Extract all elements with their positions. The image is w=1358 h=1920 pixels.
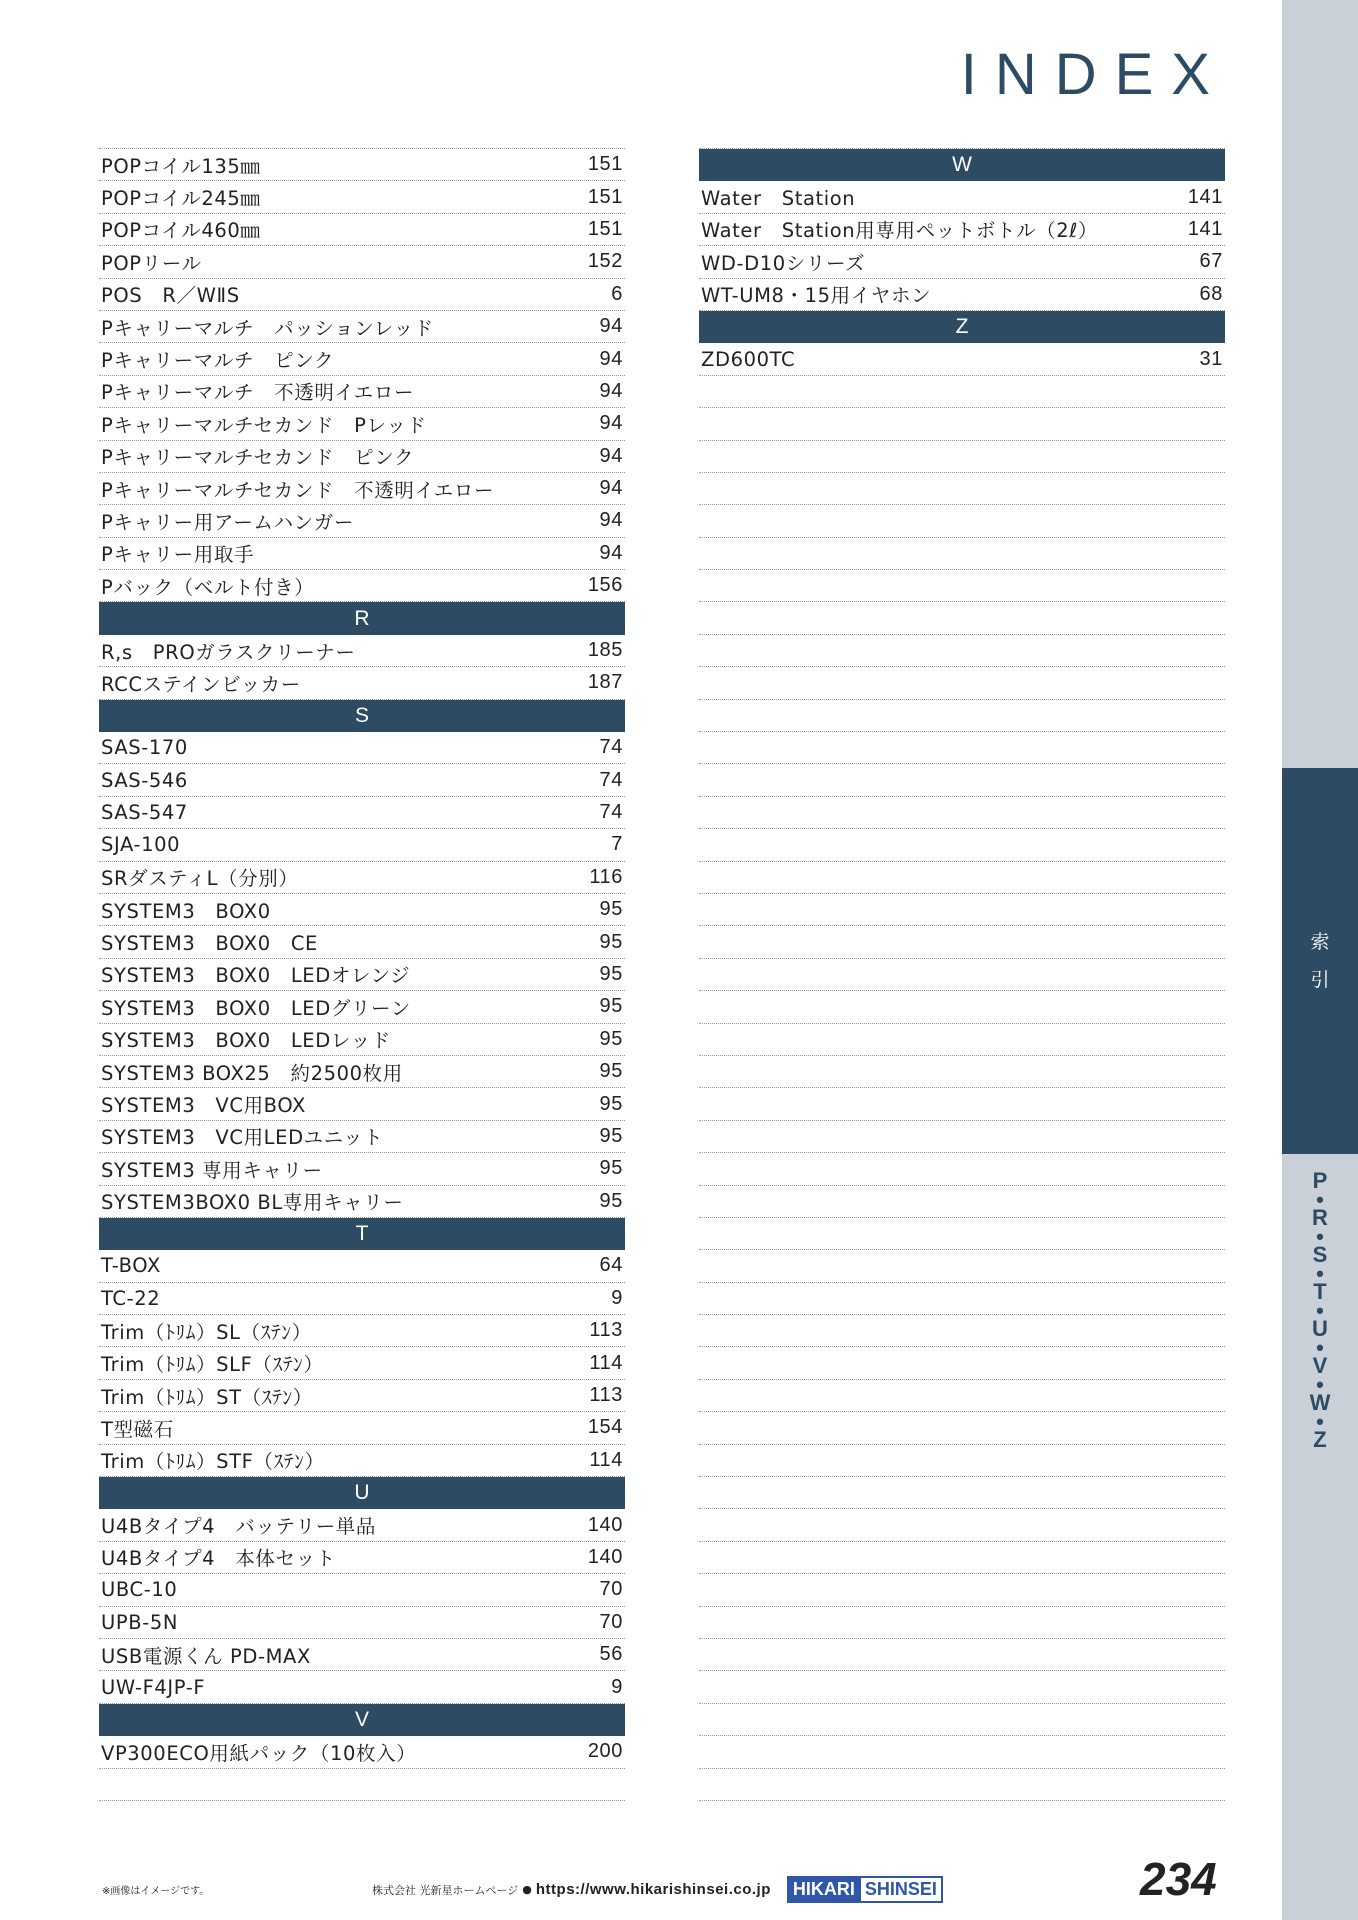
entry-name: SYSTEM3 BOX25 約2500枚用 (101, 1061, 403, 1085)
entry-name: Pキャリーマルチ パッションレッド (101, 316, 434, 340)
blank-row (699, 1639, 1225, 1671)
page-number: 234 (1140, 1853, 1217, 1905)
entry-name: POPリール (101, 251, 202, 275)
index-entry (99, 246, 625, 278)
entry-page: 151 (587, 153, 623, 176)
entry-page: 74 (599, 801, 623, 823)
blank-row (699, 1056, 1225, 1088)
section-header: T (99, 1218, 625, 1250)
blank-row (699, 1250, 1225, 1282)
sidebar-separator: • (1316, 1223, 1324, 1249)
index-entry (699, 343, 1225, 375)
entry-page: 9 (611, 1675, 623, 1698)
blank-row (699, 635, 1225, 667)
index-entry (99, 1250, 625, 1282)
sidebar-letter: W (1309, 1390, 1331, 1415)
blank-row (699, 1704, 1225, 1736)
entry-name: SYSTEM3 BOX0 LEDオレンジ (101, 964, 411, 988)
blank-row (699, 991, 1225, 1023)
blank-row (699, 1024, 1225, 1056)
blank-row (699, 1186, 1225, 1218)
footer-company-label: 株式会社 光新星ホームページ (372, 1883, 519, 1897)
blank-row (699, 441, 1225, 473)
section-header: R (99, 602, 625, 634)
blank-row (699, 1542, 1225, 1574)
index-entry (99, 408, 625, 440)
index-entry (99, 1769, 625, 1801)
index-entry (99, 214, 625, 246)
footer-company (372, 1876, 943, 1903)
blank-row (699, 538, 1225, 570)
entry-page: 94 (599, 379, 623, 402)
sidebar-letter-range (1282, 1168, 1358, 1452)
blank-row (699, 797, 1225, 829)
entry-page: 114 (589, 1448, 623, 1471)
index-entry (99, 473, 625, 505)
sidebar-tab-char: 索 (1310, 931, 1330, 953)
entry-name: SYSTEM3 VC用BOX (101, 1094, 306, 1118)
index-entry (99, 1542, 625, 1574)
sidebar-letter: Z (1313, 1427, 1327, 1452)
entry-name: SAS-546 (101, 768, 188, 792)
entry-name: ZD600TC (701, 347, 796, 371)
entry-page: 7 (611, 833, 623, 856)
blank-row (699, 1153, 1225, 1185)
entry-name: SYSTEM3 BOX0 LEDレッド (101, 1029, 391, 1053)
blank-row (699, 829, 1225, 861)
index-entry (699, 214, 1225, 246)
logo-right-text: SHINSEI (861, 1876, 943, 1903)
entry-name: POPコイル135㎜ (101, 154, 261, 178)
index-entry (99, 1088, 625, 1120)
entry-name: Pキャリーマルチセカンド Pレッド (101, 413, 427, 437)
index-entry (99, 1574, 625, 1606)
entry-page: 74 (599, 736, 623, 759)
index-entry (99, 1121, 625, 1153)
index-entry (99, 1445, 625, 1477)
index-entry (99, 505, 625, 537)
blank-row (699, 570, 1225, 602)
index-entry (99, 1056, 625, 1088)
entry-name: SYSTEM3BOX0 BL専用キャリー (101, 1191, 404, 1215)
blank-row (699, 1121, 1225, 1153)
index-entry (99, 1186, 625, 1218)
entry-name: SAS-547 (101, 801, 188, 824)
entry-page: 200 (587, 1740, 623, 1763)
index-entry (99, 667, 625, 699)
index-entry (99, 894, 625, 926)
index-entry (699, 246, 1225, 278)
entry-name: VP300ECO用紙パック（10枚入） (101, 1741, 417, 1765)
entry-name: TC-22 (101, 1286, 161, 1310)
entry-page: 70 (599, 1578, 623, 1601)
blank-row (699, 894, 1225, 926)
index-right-column (699, 148, 1225, 1801)
index-entry (99, 181, 625, 213)
index-entry (99, 1283, 625, 1315)
entry-name: WT-UM8・15用イヤホン (701, 284, 932, 308)
index-entry (99, 862, 625, 894)
sidebar-separator: • (1316, 1371, 1324, 1397)
entry-name: SJA-100 (101, 833, 181, 857)
entry-page: 154 (587, 1416, 623, 1439)
entry-page: 113 (589, 1384, 623, 1407)
entry-name: RCCステインビッカー (101, 672, 301, 696)
entry-page: 151 (587, 185, 623, 208)
bullet-icon: ● (522, 1883, 532, 1896)
index-entry (99, 991, 625, 1023)
entry-name: UBC-10 (101, 1578, 178, 1602)
blank-row (699, 1283, 1225, 1315)
entry-name: SYSTEM3 BOX0 LEDグリーン (101, 996, 411, 1020)
entry-page: 95 (599, 1189, 623, 1212)
entry-name: UW-F4JP-F (101, 1675, 206, 1699)
entry-name: Trim（ﾄﾘﾑ）SL（ｽﾃﾝ） (101, 1320, 312, 1344)
index-entry (99, 311, 625, 343)
entry-page: 95 (599, 962, 623, 985)
blank-row (699, 667, 1225, 699)
entry-name: T型磁石 (101, 1417, 174, 1441)
sidebar-letter: V (1312, 1353, 1328, 1378)
sidebar-separator: • (1316, 1334, 1324, 1360)
entry-page: 6 (611, 282, 623, 305)
index-entry (99, 149, 625, 181)
index-entry (99, 764, 625, 796)
entry-name: R,s PROガラスクリーナー (101, 640, 356, 664)
blank-row (699, 505, 1225, 537)
entry-name: SYSTEM3 専用キャリー (101, 1158, 323, 1182)
entry-page: 185 (587, 639, 623, 662)
entry-name: Trim（ﾄﾘﾑ）SLF（ｽﾃﾝ） (101, 1353, 324, 1377)
entry-page: 68 (1199, 282, 1223, 305)
blank-row (699, 1218, 1225, 1250)
entry-page: 151 (587, 217, 623, 240)
index-entry (99, 732, 625, 764)
index-entry (99, 635, 625, 667)
entry-name: U4Bタイプ4 バッテリー単品 (101, 1515, 376, 1539)
index-entry (699, 181, 1225, 213)
entry-page: 140 (587, 1513, 623, 1536)
index-entry (99, 1315, 625, 1347)
entry-name: T-BOX (101, 1254, 161, 1278)
entry-page: 95 (599, 1124, 623, 1147)
entry-page: 31 (1199, 347, 1223, 370)
index-entry (99, 343, 625, 375)
blank-row (699, 408, 1225, 440)
index-left-column (99, 148, 625, 1801)
blank-row (699, 1477, 1225, 1509)
index-entry (99, 1639, 625, 1671)
company-logo (787, 1876, 943, 1903)
entry-name: Water Station用専用ペットボトル（2ℓ） (701, 219, 1099, 243)
blank-row (699, 926, 1225, 958)
entry-name: Pキャリーマルチ ピンク (101, 349, 335, 373)
sidebar-letter: P (1312, 1168, 1328, 1193)
entry-name: Pキャリーマルチセカンド 不透明イエロー (101, 478, 495, 502)
blank-row (699, 1671, 1225, 1703)
index-entry (99, 926, 625, 958)
entry-page: 113 (589, 1319, 623, 1342)
section-header: V (99, 1704, 625, 1736)
index-entry (99, 829, 625, 861)
entry-name: UPB-5N (101, 1610, 179, 1634)
index-entry (99, 1607, 625, 1639)
section-header: U (99, 1477, 625, 1509)
index-entry (699, 279, 1225, 311)
entry-name: Trim（ﾄﾘﾑ）STF（ｽﾃﾝ） (101, 1450, 325, 1474)
index-entry (99, 1671, 625, 1703)
section-header: Z (699, 311, 1225, 343)
index-entry (99, 797, 625, 829)
entry-page: 70 (599, 1610, 623, 1633)
blank-row (699, 473, 1225, 505)
entry-page: 74 (599, 768, 623, 791)
entry-name: SAS-170 (101, 736, 188, 760)
entry-name: Water Station (701, 187, 856, 211)
sidebar-separator: • (1316, 1408, 1324, 1434)
entry-page: 95 (599, 1027, 623, 1050)
entry-page: 95 (599, 995, 623, 1018)
entry-page: 94 (599, 541, 623, 564)
entry-name: Pキャリー用取手 (101, 543, 255, 567)
blank-row (699, 1380, 1225, 1412)
entry-page: 156 (587, 574, 623, 597)
logo-left-text: HIKARI (787, 1876, 861, 1903)
entry-page: 56 (599, 1643, 623, 1666)
blank-row (699, 1769, 1225, 1801)
entry-name: POS R／WⅡS (101, 284, 240, 308)
sidebar-letter: S (1312, 1242, 1328, 1267)
entry-name: POPコイル245㎜ (101, 187, 261, 211)
blank-row (699, 959, 1225, 991)
entry-name: USB電源くん PD-MAX (101, 1644, 311, 1668)
index-entry (99, 1412, 625, 1444)
blank-row (699, 1088, 1225, 1120)
index-entry (99, 1380, 625, 1412)
entry-name: POPコイル460㎜ (101, 219, 261, 243)
entry-page: 94 (599, 347, 623, 370)
entry-page: 94 (599, 315, 623, 338)
entry-name: Pキャリーマルチセカンド ピンク (101, 446, 415, 470)
entry-name: WD-D10シリーズ (701, 251, 866, 275)
index-entry (99, 441, 625, 473)
blank-row (699, 1445, 1225, 1477)
entry-page: 152 (587, 250, 623, 273)
blank-row (699, 1736, 1225, 1768)
sidebar-index-tab[interactable] (1282, 768, 1358, 1154)
index-entry (99, 376, 625, 408)
index-entry (99, 570, 625, 602)
blank-row (699, 862, 1225, 894)
entry-page: 141 (1187, 185, 1223, 208)
footer-note: ※画像はイメージです。 (102, 1886, 210, 1897)
blank-row (699, 376, 1225, 408)
index-entry (99, 538, 625, 570)
sidebar-letter: T (1313, 1279, 1327, 1304)
index-entry (99, 1347, 625, 1379)
entry-page: 94 (599, 412, 623, 435)
sidebar-separator: • (1316, 1297, 1324, 1323)
index-title: INDEX (960, 42, 1228, 107)
entry-page: 141 (1187, 217, 1223, 240)
entry-name: U4Bタイプ4 本体セット (101, 1547, 336, 1571)
index-entry (99, 959, 625, 991)
blank-row (699, 1347, 1225, 1379)
entry-name: SRダスティL（分別） (101, 867, 299, 891)
blank-row (699, 700, 1225, 732)
entry-page: 95 (599, 1092, 623, 1115)
entry-name: SYSTEM3 BOX0 (101, 899, 271, 923)
sidebar-letter: R (1312, 1205, 1328, 1230)
sidebar-separator: • (1316, 1260, 1324, 1286)
index-entry (99, 279, 625, 311)
sidebar-tab-char: 引 (1310, 969, 1330, 991)
blank-row (699, 1412, 1225, 1444)
entry-page: 64 (599, 1254, 623, 1277)
entry-page: 116 (589, 865, 623, 888)
blank-row (699, 732, 1225, 764)
entry-page: 9 (611, 1286, 623, 1309)
entry-name: Pキャリーマルチ 不透明イエロー (101, 381, 415, 405)
entry-page: 94 (599, 477, 623, 500)
entry-name: SYSTEM3 VC用LEDユニット (101, 1126, 384, 1150)
footer-url-link[interactable]: https://www.hikarishinsei.co.jp (535, 1881, 771, 1898)
blank-row (699, 1509, 1225, 1541)
section-header: S (99, 700, 625, 732)
sidebar-separator: • (1316, 1186, 1324, 1212)
blank-row (699, 602, 1225, 634)
entry-name: Pキャリー用アームハンガー (101, 510, 354, 534)
section-header: W (699, 149, 1225, 181)
entry-page: 114 (589, 1351, 623, 1374)
entry-page: 94 (599, 509, 623, 532)
entry-page: 95 (599, 898, 623, 921)
entry-page: 94 (599, 444, 623, 467)
blank-row (699, 1607, 1225, 1639)
entry-page: 95 (599, 1060, 623, 1083)
index-entry (99, 1736, 625, 1768)
entry-page: 140 (587, 1545, 623, 1568)
entry-page: 95 (599, 1157, 623, 1180)
blank-row (699, 1315, 1225, 1347)
index-entry (99, 1024, 625, 1056)
entry-name: Pバック（ベルト付き） (101, 575, 315, 599)
entry-page: 187 (587, 671, 623, 694)
blank-row (699, 764, 1225, 796)
index-entry (99, 1153, 625, 1185)
entry-page: 67 (1199, 250, 1223, 273)
entry-name: SYSTEM3 BOX0 CE (101, 932, 318, 956)
blank-row (699, 1574, 1225, 1606)
sidebar-letter: U (1312, 1316, 1328, 1341)
entry-name: Trim（ﾄﾘﾑ）ST（ｽﾃﾝ） (101, 1385, 313, 1409)
index-entry (99, 1509, 625, 1541)
entry-page: 95 (599, 930, 623, 953)
